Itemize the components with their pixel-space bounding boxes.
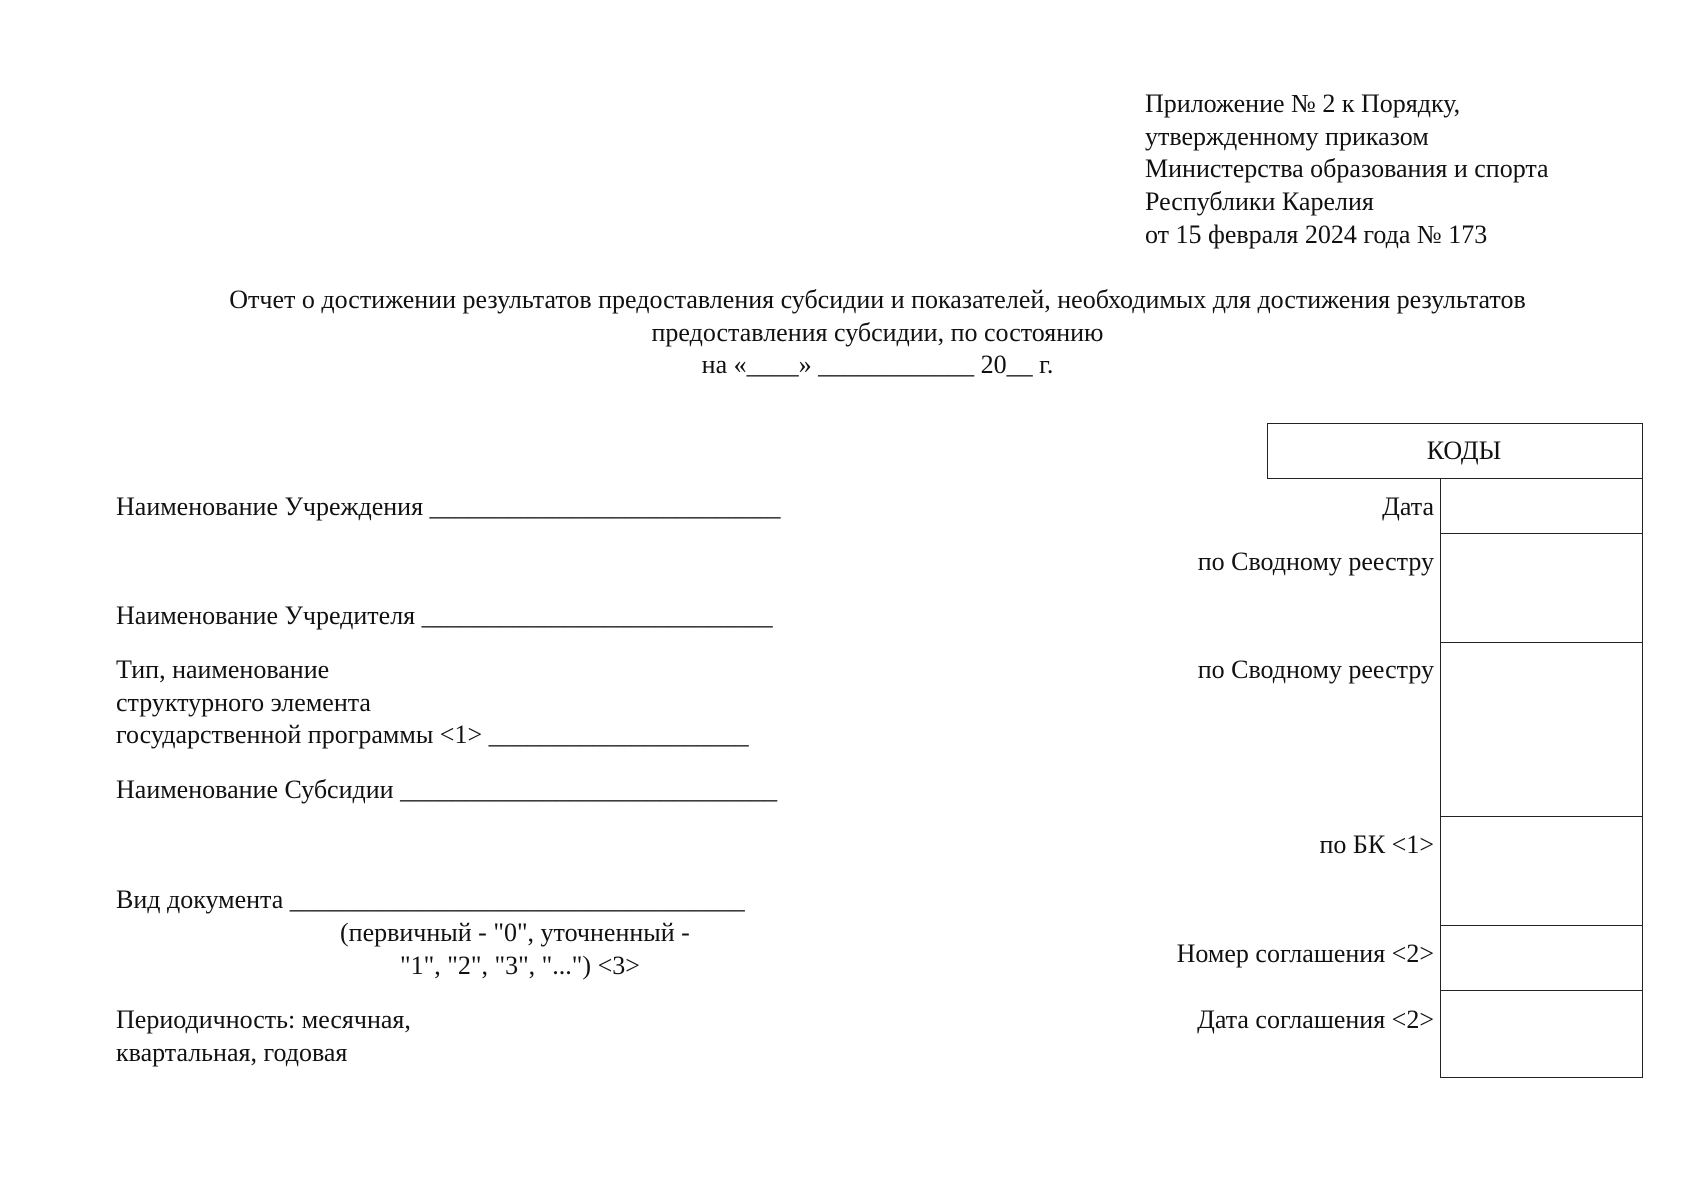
code-cell-registry-2[interactable] [1440,642,1643,817]
title-line-1: Отчет о достижении результатов предоставления субсидии и показателей, необходимых для достижения результатов [229,285,1526,314]
appendix-line: от 15 февраля 2024 года № 173 [1145,219,1488,249]
code-cell-agreement-date[interactable] [1440,990,1643,1078]
code-label-date: Дата [1382,492,1434,521]
title-line-3: на «____» ____________ 20__ г. [701,350,1054,380]
code-label-agreement-date: Дата соглашения <2> [1197,1005,1434,1034]
doc-type-hint-line-1: (первичный - "0", уточненный - [340,918,690,947]
doc-type-hint-line-2: "1", "2", "3", "...") <3> [400,951,640,980]
appendix-note [1145,88,1549,252]
program-line-1: Тип, наименование [116,655,330,684]
code-cell-agreement-number[interactable] [1440,925,1643,991]
code-cell-date[interactable] [1440,478,1643,534]
program-field [116,654,749,752]
appendix-line: Приложение № 2 к Порядку, [1145,89,1461,118]
report-title [120,284,1635,382]
periodicity-field [116,1004,411,1069]
code-label-registry-2: по Сводному реестру [1197,655,1434,684]
code-cell-registry-1[interactable] [1440,533,1643,643]
codes-header-label: КОДЫ [1426,436,1502,465]
code-label-registry-1: по Сводному реестру [1197,547,1434,576]
appendix-line: Республики Карелия [1145,187,1374,217]
founder-field: Наименование Учредителя ___________________________ [116,601,773,630]
program-line-2: структурного элемента [116,687,371,717]
periodicity-line-1: Периодичность: месячная, [116,1005,411,1034]
code-label-agreement-number: Номер соглашения <2> [1176,939,1434,968]
periodicity-line-2: квартальная, годовая [116,1037,348,1067]
subsidy-field: Наименование Субсидии _____________________________ [116,775,778,804]
codes-header [1267,423,1643,479]
title-line-2: предоставления субсидии, по состоянию [651,317,1104,347]
program-line-3: государственной программы <1> ____________________ [116,720,749,750]
doc-type-field: Вид документа ___________________________________ [116,885,745,914]
code-label-bk: по БК <1> [1319,830,1434,859]
appendix-line: Министерства образования и спорта [1145,154,1549,184]
code-cell-bk[interactable] [1440,816,1643,926]
appendix-line: утвержденному приказом [1145,121,1429,151]
institution-field: Наименование Учреждения ___________________________ [116,492,781,521]
